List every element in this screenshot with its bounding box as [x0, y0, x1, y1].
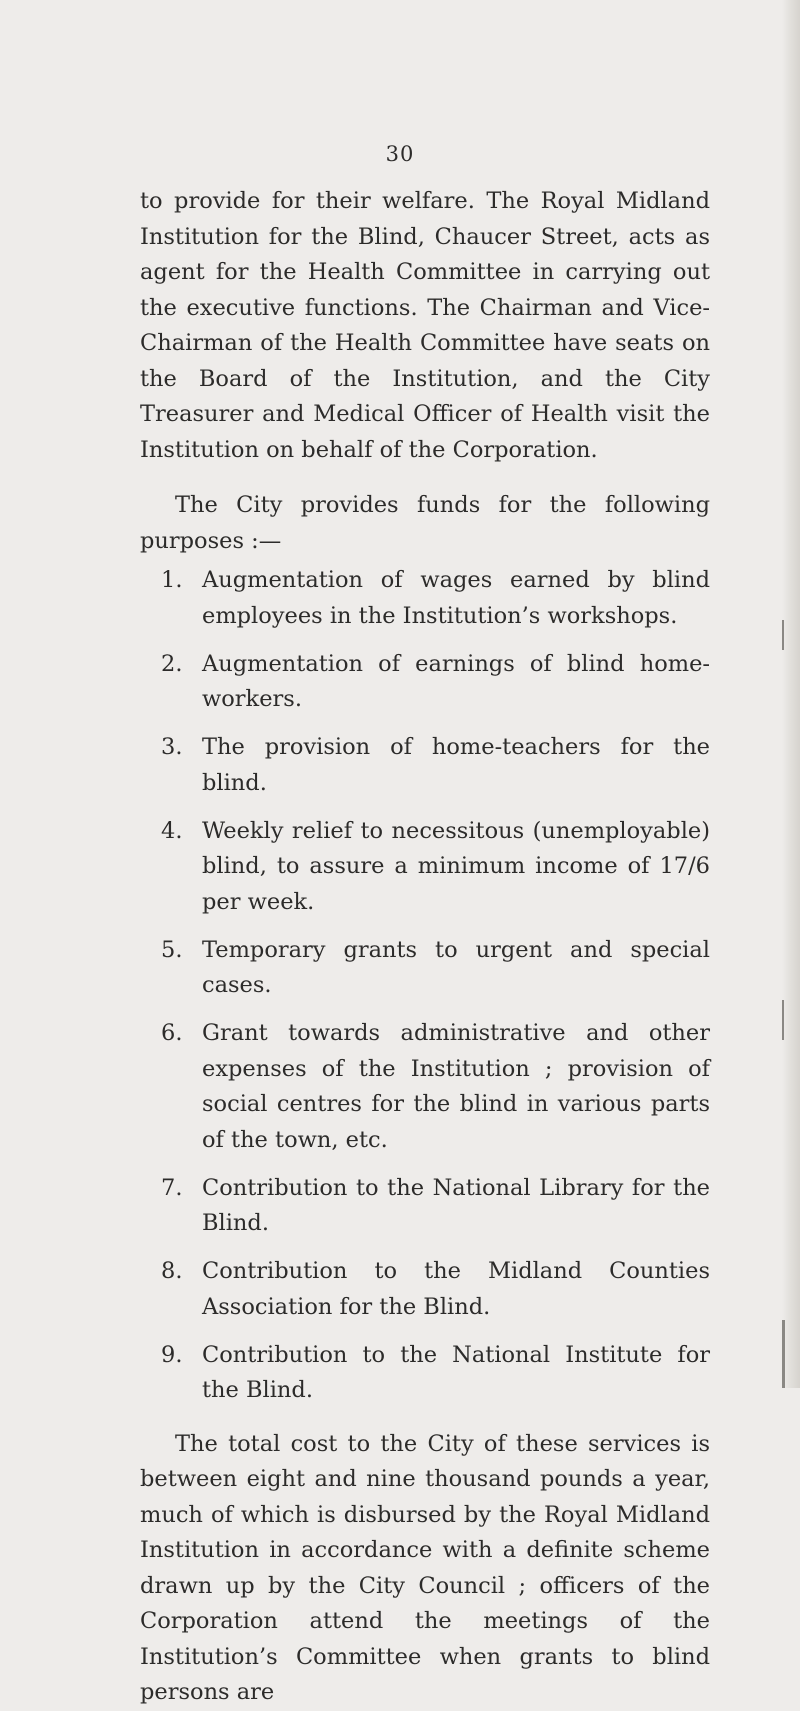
page-body: [140, 184, 710, 1711]
list-item: [140, 563, 710, 634]
list-item: [140, 1171, 710, 1242]
list-item: [140, 1254, 710, 1325]
page-edge-shadow: [782, 0, 800, 1388]
paragraph-purposes-lead: The City provides funds for the following purposes :—: [140, 492, 710, 554]
item-text: Augmentation of wages earned by blind employees in the Institution’s workshops.: [202, 567, 710, 629]
list-item: [140, 1016, 710, 1158]
item-number: 4.: [161, 817, 183, 844]
item-text: Weekly relief to necessitous (unemployable) blind, to assure a minimum income of 17/6 per week.: [202, 817, 710, 915]
edge-mark: [782, 1320, 785, 1388]
page-number: 30: [385, 142, 415, 166]
item-number: 9.: [161, 1341, 183, 1368]
list-item: [140, 933, 710, 1004]
item-number: 1.: [161, 567, 183, 593]
paragraph-intro: to provide for their welfare. The Royal Midland Institution for the Blind, Chaucer Street, acts as agent for the Health Committee in carrying out the executive functions. The Chairman and Vice-Chairman of the Health Committee have seats on the Board of the Institution, and the City Treasurer and Medical Officer of Health visit the Institution on behalf of the Corporation.: [140, 188, 710, 463]
item-number: 2.: [161, 650, 183, 677]
item-text: Augmentation of earnings of blind home-workers.: [202, 650, 710, 712]
item-number: 5.: [161, 936, 183, 963]
item-number: 8.: [161, 1258, 183, 1284]
item-text: Temporary grants to urgent and special cases.: [202, 936, 710, 998]
list-item: [140, 1338, 710, 1409]
list-item: [140, 647, 710, 718]
item-text: Grant towards administrative and other expenses of the Institution ; provision of social centres for the blind in various parts of the town, etc.: [202, 1020, 710, 1153]
item-text: Contribution to the Midland Counties Association for the Blind.: [202, 1258, 710, 1320]
item-text: The provision of home-teachers for the blind.: [202, 734, 710, 796]
item-number: 6.: [161, 1020, 183, 1046]
list-item: [140, 814, 710, 921]
paragraph-total-cost: The total cost to the City of these services is between eight and nine thousand pounds a year, much of which is disbursed by the Royal Midland Institution in accordance with a definite scheme drawn up by the City Council ; officers of the Corporation attend the meetings of the Institution’s Committee when grants to blind persons are: [140, 1430, 710, 1705]
item-text: Contribution to the National Institute for the Blind.: [202, 1341, 710, 1403]
edge-mark: [782, 620, 784, 650]
list-item: [140, 730, 710, 801]
item-number: 7.: [161, 1174, 183, 1201]
edge-mark: [782, 1000, 784, 1040]
purposes-list: [140, 563, 710, 1409]
item-text: Contribution to the National Library for the Blind.: [202, 1174, 710, 1236]
item-number: 3.: [161, 734, 183, 760]
